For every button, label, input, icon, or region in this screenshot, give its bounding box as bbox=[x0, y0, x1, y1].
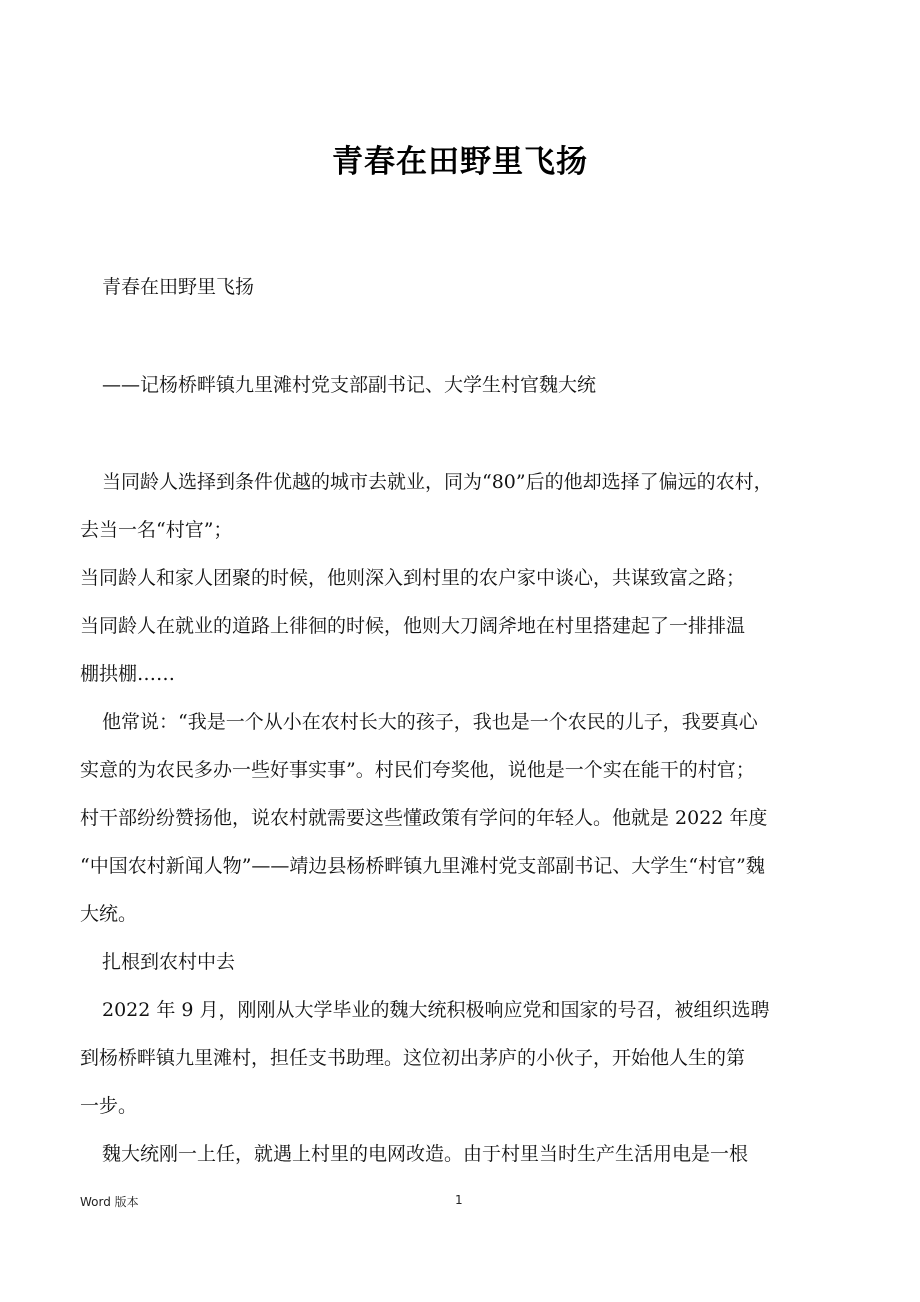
subtitle: 青春在田野里飞扬 bbox=[102, 276, 255, 298]
page-number: 1 bbox=[455, 1193, 463, 1207]
document-title: 青春在田野里飞扬 bbox=[332, 144, 588, 180]
paragraph-line: 当同龄人选择到条件优越的城市去就业，同为“80”后的他却选择了偏远的农村， bbox=[102, 471, 773, 493]
paragraph-line: 大统。 bbox=[80, 903, 138, 925]
byline: ——记杨桥畔镇九里滩村党支部副书记、大学生村官魏大统 bbox=[102, 374, 597, 396]
paragraph-line: 当同龄人和家人团聚的时候，他则深入到村里的农户家中谈心，共谋致富之路； bbox=[80, 567, 746, 589]
footer-label: Word 版本 bbox=[80, 1195, 139, 1209]
paragraph-line: 棚拱棚…… bbox=[80, 663, 176, 685]
paragraph-line: 实意的为农民多办一些好事实事”。村民们夸奖他，说他是一个实在能干的村官； bbox=[80, 759, 755, 781]
section-heading: 扎根到农村中去 bbox=[102, 951, 236, 973]
paragraph-line: 他常说：“我是一个从小在农村长大的孩子，我也是一个农民的儿子，我要真心 bbox=[102, 711, 758, 733]
paragraph-line: 到杨桥畔镇九里滩村，担任支书助理。这位初出茅庐的小伙子，开始他人生的第 bbox=[80, 1047, 746, 1069]
paragraph-line: 当同龄人在就业的道路上徘徊的时候，他则大刀阔斧地在村里搭建起了一排排温 bbox=[80, 615, 746, 637]
paragraph-line: 去当一名“村官”； bbox=[80, 519, 233, 541]
paragraph-line: 村干部纷纷赞扬他，说农村就需要这些懂政策有学问的年轻人。他就是 2022 年度 bbox=[80, 807, 768, 829]
paragraph-line: 一步。 bbox=[80, 1095, 138, 1117]
paragraph-line: 2022 年 9 月，刚刚从大学毕业的魏大统积极响应党和国家的号召，被组织选聘 bbox=[102, 999, 770, 1021]
paragraph-line: “中国农村新闻人物”——靖边县杨桥畔镇九里滩村党支部副书记、大学生“村官”魏 bbox=[80, 855, 765, 877]
paragraph-line: 魏大统刚一上任，就遇上村里的电网改造。由于村里当时生产生活用电是一根 bbox=[102, 1143, 749, 1165]
